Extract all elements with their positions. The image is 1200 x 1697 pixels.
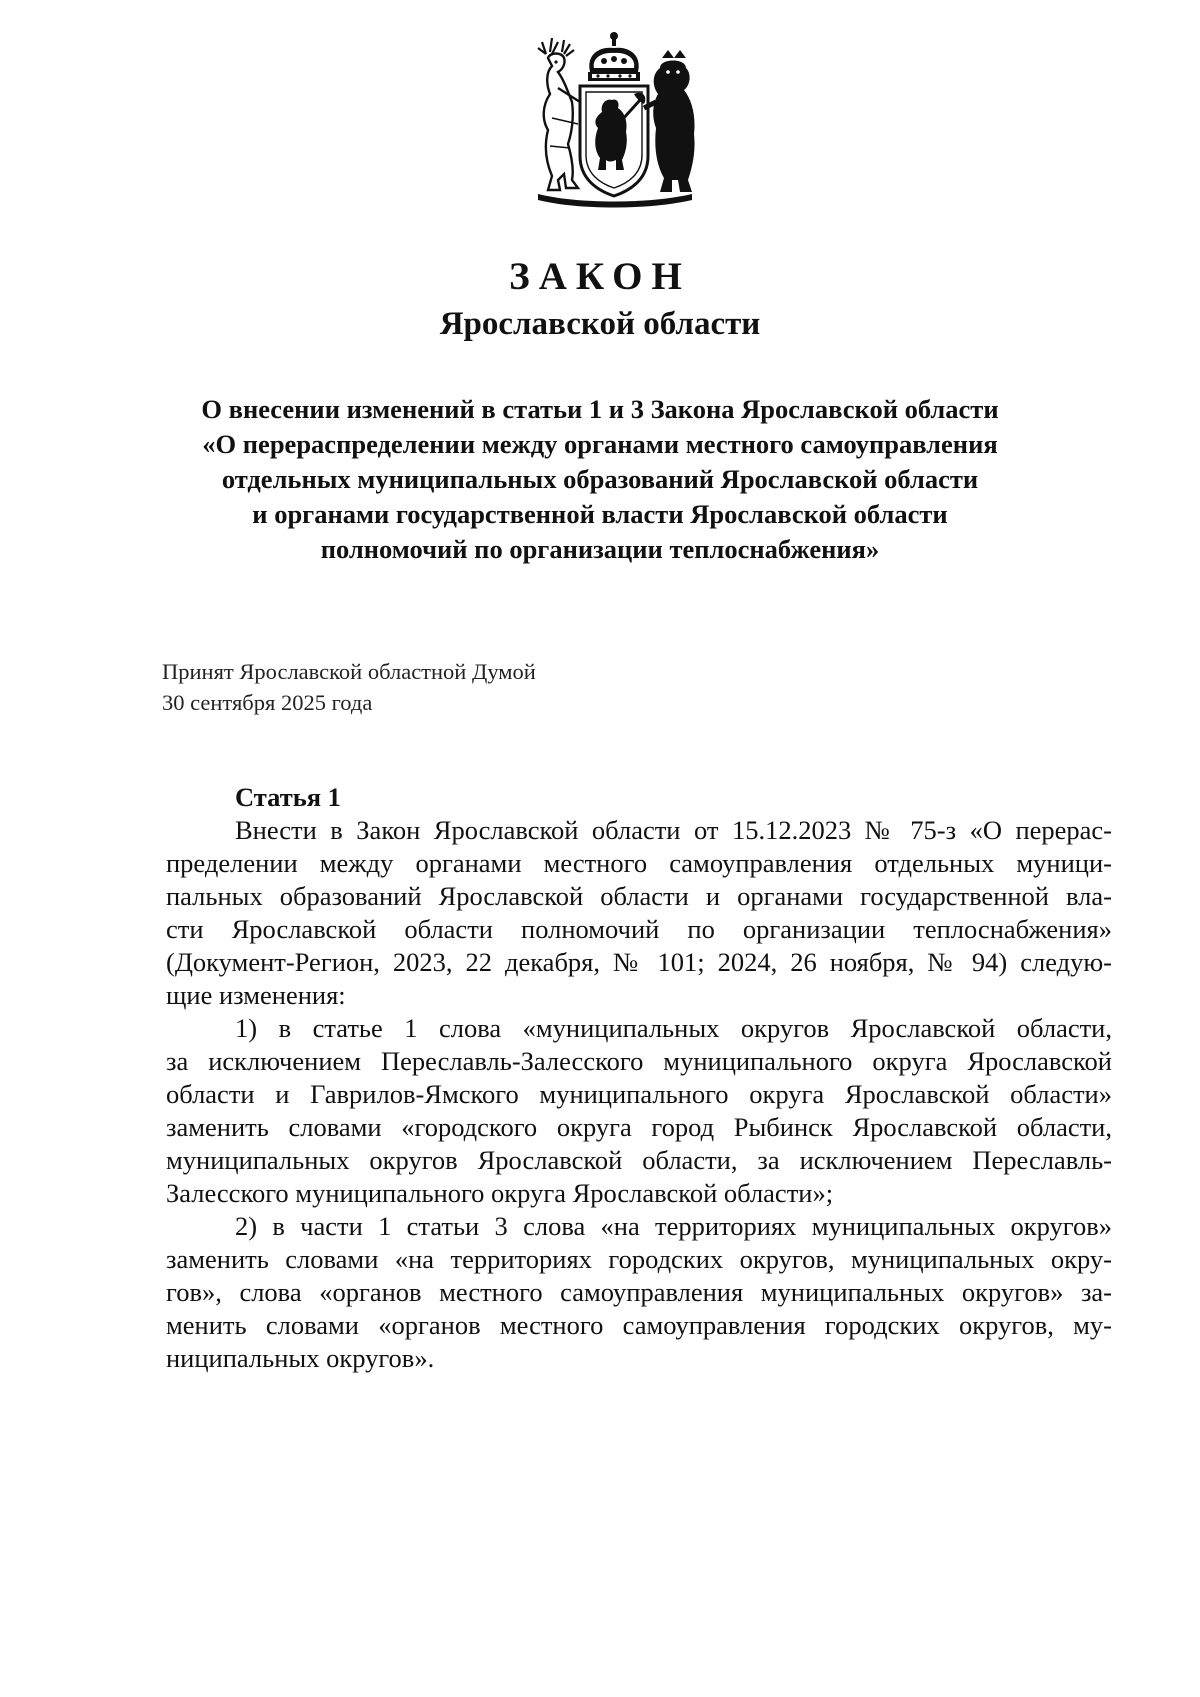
article-title: Статья 1: [235, 782, 341, 812]
document-subject: [150, 392, 1050, 567]
crown-icon: [588, 32, 640, 81]
shield-icon: [580, 86, 648, 196]
paragraph-line: за исключением Переславль-Залесского муниципального округа Ярославской: [166, 1046, 1112, 1076]
paragraph-line: 1) в статье 1 слова «муниципальных округов Ярославской области,: [235, 1013, 1112, 1043]
paragraph-line: заменить словами «городского округа город Рыбинск Ярославской области,: [166, 1112, 1112, 1142]
paragraph-line: заменить словами «на территориях городских округов, муниципальных окру-: [166, 1244, 1112, 1274]
adoption-date: 30 сентября 2025 года: [162, 690, 373, 715]
deer-supporter-icon: [538, 38, 580, 190]
paragraph-line: пределении между органами местного самоуправления отдельных муници-: [166, 848, 1112, 878]
article-item-2: [166, 1210, 1112, 1375]
coat-of-arms-emblem: [528, 28, 700, 216]
subject-line: полномочий по организации теплоснабжения»: [320, 534, 880, 564]
paragraph-line: Внести в Закон Ярославской области от 15.12.2023 № 75-з «О перерас-: [235, 815, 1112, 845]
paragraph-line: гов», слова «органов местного самоуправления муниципальных округов» за-: [166, 1277, 1112, 1307]
article-intro-paragraph: [166, 814, 1112, 1012]
subject-line: отдельных муниципальных образований Ярославской области: [221, 464, 979, 494]
bear-supporter-icon: [644, 50, 695, 192]
paragraph-line: 2) в части 1 статьи 3 слова «на территориях муниципальных округов»: [235, 1211, 1112, 1241]
article-1: [166, 780, 1112, 1375]
document-type-title: ЗАКОН: [509, 255, 691, 298]
paragraph-line: менить словами «органов местного самоуправления городских округов, му-: [166, 1310, 1112, 1340]
paragraph-line: сти Ярославской области полномочий по организации теплоснабжения»: [166, 914, 1112, 944]
subject-line: и органами государственной власти Ярославской области: [252, 499, 948, 529]
adoption-body: Принят Ярославской областной Думой: [162, 659, 536, 684]
paragraph-line: области и Гаврилов-Ямского муниципального округа Ярославской области»: [166, 1079, 1112, 1109]
subject-line: «О перераспределении между органами местного самоуправления: [202, 429, 998, 459]
paragraph-line: муниципальных округов Ярославской области, за исключением Переславль-: [166, 1145, 1112, 1175]
subject-line: О внесении изменений в статьи 1 и 3 Закона Ярославской области: [201, 394, 999, 424]
paragraph-line: (Документ-Регион, 2023, 22 декабря, № 101; 2024, 26 ноября, № 94) следую-: [166, 947, 1112, 977]
paragraph-line: пальных образований Ярославской области и органами государственной вла-: [166, 881, 1112, 911]
article-item-1: [166, 1012, 1112, 1210]
document-region-title: Ярославской области: [439, 306, 761, 342]
adoption-note: [162, 656, 536, 718]
paragraph-line: Залесского муниципального округа Ярославской области»;: [166, 1178, 834, 1208]
paragraph-line: ниципальных округов».: [166, 1343, 435, 1373]
paragraph-line: щие изменения:: [166, 980, 346, 1010]
